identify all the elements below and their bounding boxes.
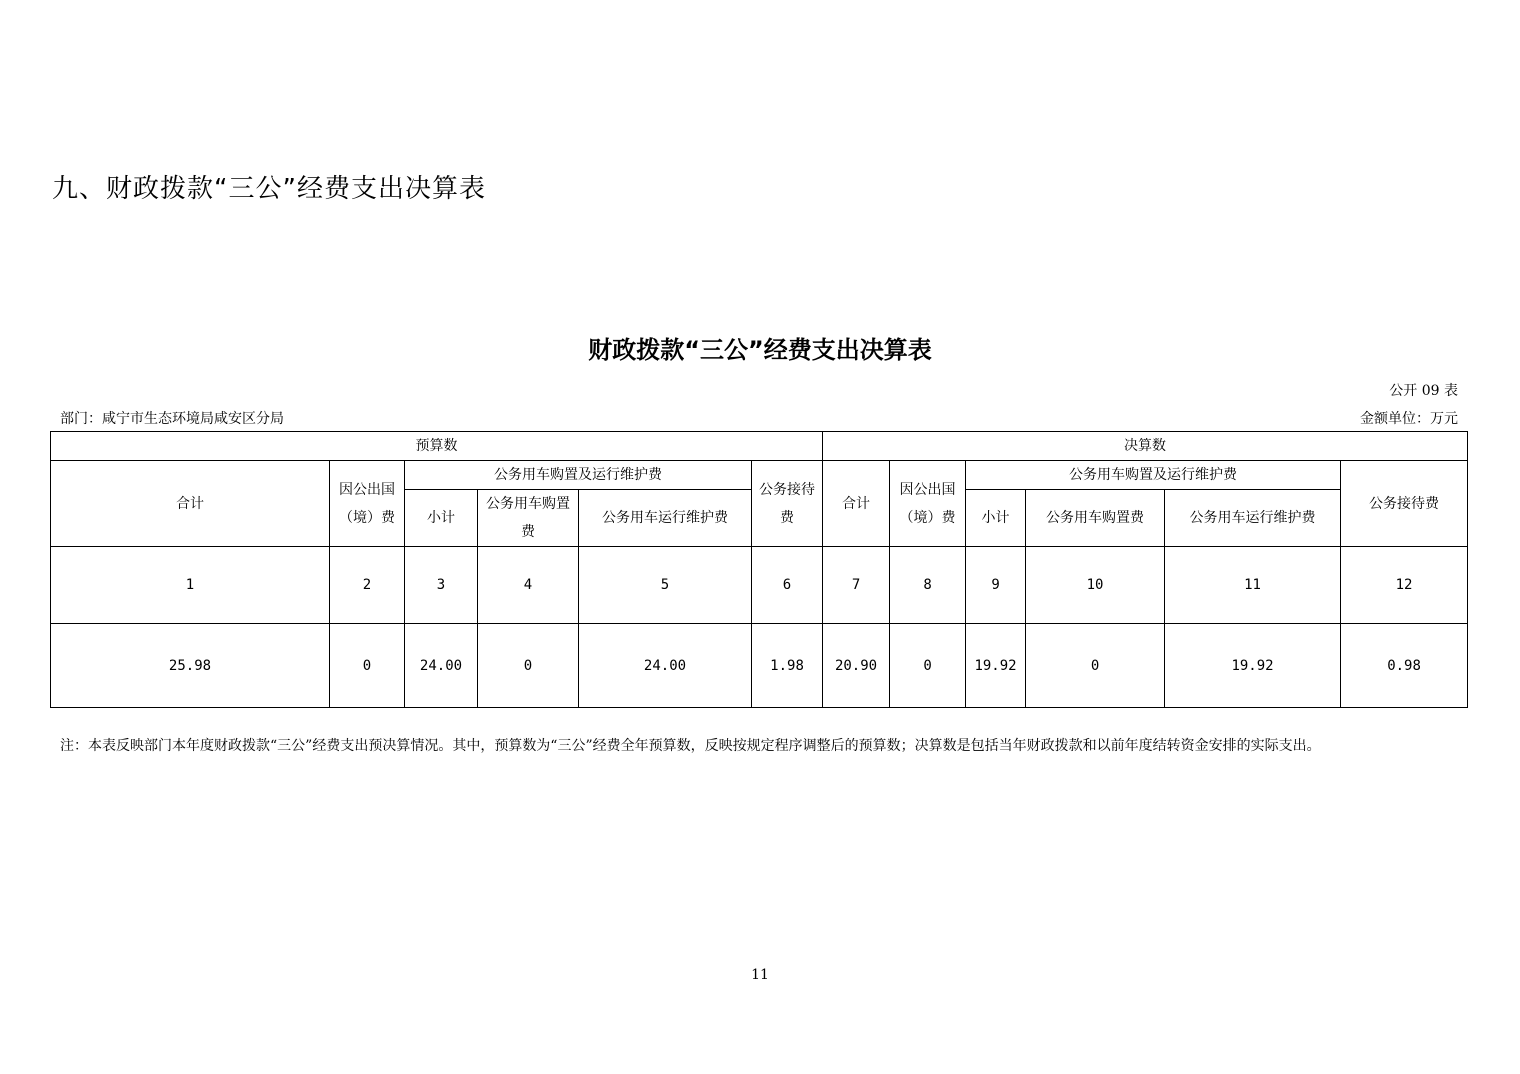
value-cell-final-overseas: 0 bbox=[890, 624, 966, 708]
budget-group-header: 预算数 bbox=[51, 432, 823, 461]
three-public-expenses-table bbox=[50, 431, 1468, 708]
budget-vehicle-purchase-header: 公务用车购置费 bbox=[478, 490, 579, 547]
value-cell-budget-vehicle-purchase: 0 bbox=[478, 624, 579, 708]
value-cell-budget-reception: 1.98 bbox=[752, 624, 823, 708]
index-cell: 5 bbox=[579, 547, 752, 624]
value-cell-final-vehicle-purchase: 0 bbox=[1026, 624, 1165, 708]
budget-subtotal-header: 小计 bbox=[405, 490, 478, 547]
index-cell: 4 bbox=[478, 547, 579, 624]
index-cell: 2 bbox=[330, 547, 405, 624]
budget-vehicle-op-header: 公务用车运行维护费 bbox=[579, 490, 752, 547]
index-cell: 6 bbox=[752, 547, 823, 624]
page-number: 11 bbox=[751, 967, 769, 983]
value-cell-budget-subtotal: 24.00 bbox=[405, 624, 478, 708]
section-heading: 九、财政拨款“三公”经费支出决算表 bbox=[52, 174, 486, 204]
final-vehicle-purchase-header: 公务用车购置费 bbox=[1026, 490, 1165, 547]
index-cell: 9 bbox=[966, 547, 1026, 624]
value-cell-final-subtotal: 19.92 bbox=[966, 624, 1026, 708]
value-cell-final-total: 20.90 bbox=[823, 624, 890, 708]
budget-vehicle-header: 公务用车购置及运行维护费 bbox=[405, 461, 752, 490]
final-overseas-header: 因公出国（境）费 bbox=[890, 461, 966, 547]
final-subtotal-header: 小计 bbox=[966, 490, 1026, 547]
final-vehicle-header: 公务用车购置及运行维护费 bbox=[966, 461, 1341, 490]
value-cell-budget-vehicle-op: 24.00 bbox=[579, 624, 752, 708]
table-note: 注：本表反映部门本年度财政拨款“三公”经费支出预决算情况。其中，预算数为“三公”经费全年预算数，反映按规定程序调整后的预算数；决算数是包括当年财政拨款和以前年度结转资金安排的实际支出。 bbox=[60, 738, 1321, 754]
index-row bbox=[51, 547, 1468, 624]
value-cell-final-reception: 0.98 bbox=[1341, 624, 1468, 708]
index-cell: 8 bbox=[890, 547, 966, 624]
budget-overseas-header: 因公出国（境）费 bbox=[330, 461, 405, 547]
table-title: 财政拨款“三公”经费支出决算表 bbox=[588, 336, 932, 364]
form-number: 公开 09 表 bbox=[1389, 383, 1458, 399]
value-row bbox=[51, 624, 1468, 708]
final-group-header: 决算数 bbox=[823, 432, 1468, 461]
index-cell: 1 bbox=[51, 547, 330, 624]
amount-unit-label: 金额单位：万元 bbox=[1360, 411, 1458, 427]
index-cell: 12 bbox=[1341, 547, 1468, 624]
value-cell-budget-total: 25.98 bbox=[51, 624, 330, 708]
index-cell: 10 bbox=[1026, 547, 1165, 624]
final-reception-header: 公务接待费 bbox=[1341, 461, 1468, 547]
index-cell: 11 bbox=[1165, 547, 1341, 624]
index-cell: 3 bbox=[405, 547, 478, 624]
final-total-header: 合计 bbox=[823, 461, 890, 547]
value-cell-final-vehicle-op: 19.92 bbox=[1165, 624, 1341, 708]
department-label: 部门：咸宁市生态环境局咸安区分局 bbox=[60, 411, 284, 427]
value-cell-budget-overseas: 0 bbox=[330, 624, 405, 708]
budget-reception-header: 公务接待费 bbox=[752, 461, 823, 547]
budget-total-header: 合计 bbox=[51, 461, 330, 547]
index-cell: 7 bbox=[823, 547, 890, 624]
final-vehicle-op-header: 公务用车运行维护费 bbox=[1165, 490, 1341, 547]
